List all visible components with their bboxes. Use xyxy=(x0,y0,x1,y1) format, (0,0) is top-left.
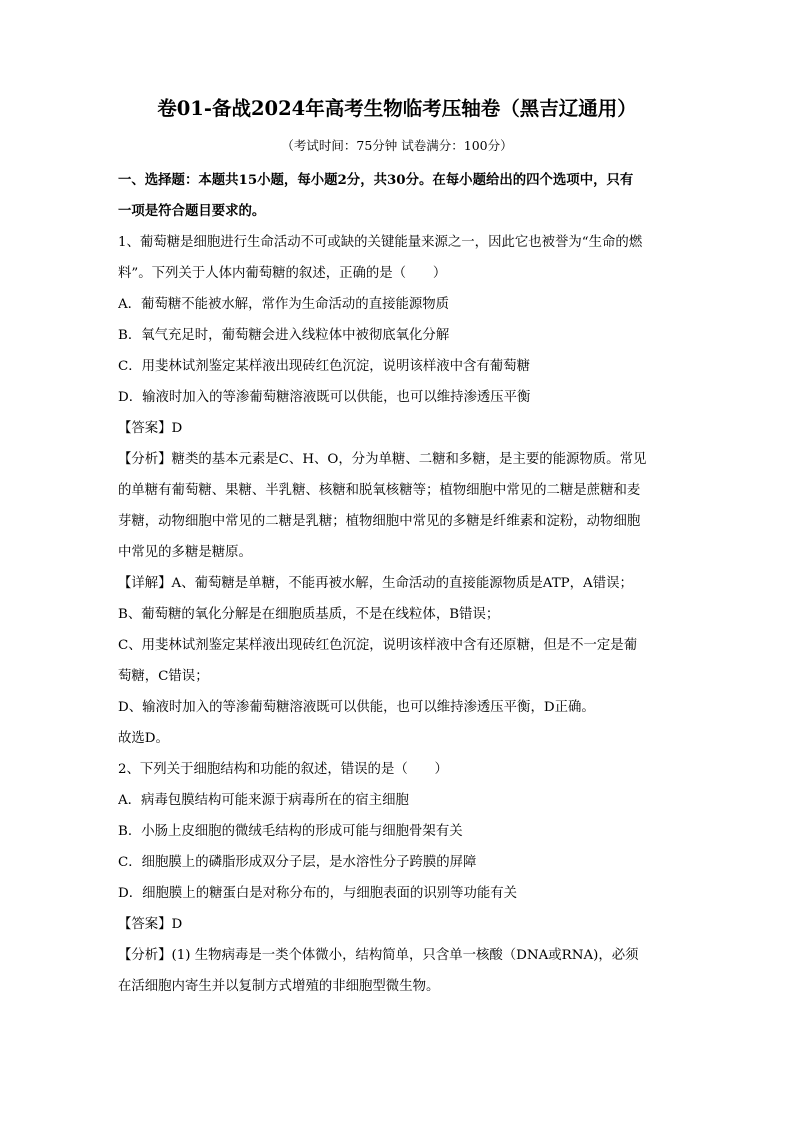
option-line: B．氧气充足时，葡萄糖会进入线粒体中被彻底氧化分解 xyxy=(118,328,450,343)
section-heading-line: 一、选择题：本题共15小题，每小题2分，共30分。在每小题给出的四个选项中，只有 xyxy=(118,172,634,188)
analysis-line: 的单糖有葡萄糖、果糖、半乳糖、核糖和脱氧核糖等；植物细胞中常见的二糖是蔗糖和麦 xyxy=(118,483,641,498)
exam-info: （考试时间：75分钟 试卷满分：100分） xyxy=(281,138,513,153)
option-line: C．细胞膜上的磷脂形成双分子层，是水溶性分子跨膜的屏障 xyxy=(118,855,477,870)
explanation-line: D、输液时加入的等渗葡萄糖溶液既可以供能，也可以维持渗透压平衡，D正确。 xyxy=(118,700,595,715)
section-heading-line: 一项是符合题目要求的。 xyxy=(118,203,266,219)
option-line: A．病毒包膜结构可能来源于病毒所在的宿主细胞 xyxy=(118,793,409,808)
analysis-line: 在活细胞内寄生并以复制方式增殖的非细胞型微生物。 xyxy=(118,979,440,994)
analysis-line: 【分析】糖类的基本元素是C、H、O，分为单糖、二糖和多糖，是主要的能源物质。常见 xyxy=(118,452,647,467)
analysis-line: 芽糖，动物细胞中常见的二糖是乳糖；植物细胞中常见的多糖是纤维素和淀粉，动物细胞 xyxy=(118,514,641,529)
conclusion-line: 故选D。 xyxy=(118,731,169,746)
explanation-line: C、用斐林试剂鉴定某样液出现砖红色沉淀，说明该样液中含有还原糖，但是不一定是葡 xyxy=(118,638,638,653)
answer-line: 【答案】D xyxy=(118,917,183,932)
document-title: 卷01-备战2024年高考生物临考压轴卷（黑吉辽通用） xyxy=(157,97,637,120)
question-stem-line: 料”。下列关于人体内葡萄糖的叙述，正确的是（ ） xyxy=(118,266,447,281)
question-stem-line: 1、葡萄糖是细胞进行生命活动不可或缺的关键能量来源之一，因此它也被誉为“生命的燃 xyxy=(118,235,643,250)
option-line: B．小肠上皮细胞的微绒毛结构的形成可能与细胞骨架有关 xyxy=(118,824,463,839)
option-line: D．细胞膜上的糖蛋白是对称分布的，与细胞表面的识别等功能有关 xyxy=(118,886,518,901)
analysis-line: 中常见的多糖是糖原。 xyxy=(118,545,252,560)
document-body xyxy=(118,165,680,1002)
option-line: A．葡萄糖不能被水解，常作为生命活动的直接能源物质 xyxy=(118,297,450,312)
explanation-line: 【详解】A、葡萄糖是单糖，不能再被水解，生命活动的直接能源物质是ATP，A错误； xyxy=(118,576,633,591)
analysis-line: 【分析】(1) 生物病毒是一类个体微小，结构简单，只含单一核酸（DNA或RNA)，必须 xyxy=(118,948,639,963)
answer-line: 【答案】D xyxy=(118,421,183,436)
explanation-line: 萄糖，C错误； xyxy=(118,669,209,684)
option-line: C．用斐林试剂鉴定某样液出现砖红色沉淀，说明该样液中含有葡萄糖 xyxy=(118,359,530,374)
question-stem-line: 2、下列关于细胞结构和功能的叙述，错误的是（ ） xyxy=(118,762,448,777)
explanation-line: B、葡萄糖的氧化分解是在细胞质基质，不是在线粒体，B错误； xyxy=(118,607,500,622)
option-line: D．输液时加入的等渗葡萄糖溶液既可以供能，也可以维持渗透压平衡 xyxy=(118,390,531,405)
